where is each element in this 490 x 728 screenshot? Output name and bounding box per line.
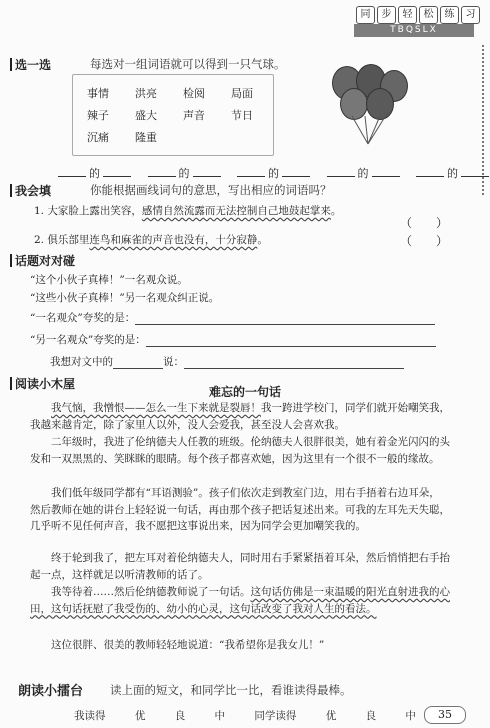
answer-paren-1[interactable]: （ ）	[400, 216, 449, 230]
connector-word: 的	[89, 167, 100, 180]
word-item[interactable]: 声音	[183, 109, 205, 122]
section-select-instruction: 每选对一组词语就可以得到一只气球。	[90, 57, 286, 71]
blank-line[interactable]	[282, 176, 310, 177]
section-reading-title: 阅读小木屋	[10, 375, 75, 392]
word-item[interactable]: 盛大	[135, 109, 157, 122]
header-char: 步	[377, 6, 396, 24]
connector-word: 的	[178, 167, 190, 180]
section-reading-contest-title: 朗读小擂台	[18, 684, 84, 699]
header-char: 习	[461, 6, 480, 24]
blank-line[interactable]	[372, 176, 400, 177]
rating-option[interactable]: 优	[134, 710, 146, 722]
blank-line[interactable]	[461, 176, 489, 177]
rating-row	[74, 708, 442, 723]
header-char: 轻	[398, 6, 417, 24]
connector-word: 的	[357, 167, 369, 180]
q2-text: 2. 俱乐部里	[34, 234, 90, 246]
blank-line[interactable]	[148, 176, 176, 177]
answer-line[interactable]	[113, 368, 163, 369]
header-char: 松	[419, 6, 438, 24]
section-fill-title: 我会填	[10, 182, 51, 199]
peer-rating-label: 同学读得	[254, 710, 297, 722]
word-item[interactable]: 隆重	[135, 131, 157, 144]
connector-word: 的	[447, 167, 458, 180]
story-paragraph: 我们低年级同学都有“耳语测验”。孩子们依次走到教室门边，用右手捂着右边耳朵，然后教师在她的讲台上轻轻说一句话，再由那个孩子把话复述出来。可我的左耳先天失聪，几乎听不见任何声音，我不愿把这事说出来，因为同学会更加嘲笑我的。	[30, 487, 450, 532]
p5-wave: 这句话仿佛是一束温暖的阳光直射进我的心田，这句话抚慰了我受伤的、幼小的心灵，这句话改变了我对人生的看法。	[30, 586, 450, 615]
blank-line[interactable]	[237, 176, 265, 177]
connector-word: 的	[268, 167, 279, 180]
word-item[interactable]: 局面	[231, 87, 253, 100]
header-title	[356, 6, 480, 24]
praise-line-2	[30, 332, 436, 347]
section-reading-contest-instruction: 读上面的短文，和同学比一比，看谁读得最棒。	[110, 683, 352, 697]
page-number: 35	[424, 706, 466, 724]
p1-wave: 我气恼，我憎恨——怎么一生下来就是裂唇！	[51, 402, 261, 414]
say-label: 我想对文中的	[50, 356, 113, 368]
p5-text: 我等待着……然后伦纳德教师说了一句话。	[51, 586, 251, 598]
rating-option[interactable]: 优	[325, 710, 337, 722]
word-item[interactable]: 辣子	[87, 109, 109, 122]
blank-line[interactable]	[327, 176, 355, 177]
section-fill-instruction: 你能根据画线词句的意思，写出相应的词语吗？	[90, 183, 332, 197]
rating-option[interactable]: 中	[214, 710, 226, 722]
blank-phrase-row	[55, 165, 490, 181]
praise-label-2: “另一名观众”夸奖的是：	[30, 334, 146, 346]
answer-line[interactable]	[184, 368, 404, 369]
blank-line[interactable]	[193, 176, 221, 177]
word-item[interactable]: 沉痛	[87, 131, 109, 144]
blank-line[interactable]	[103, 176, 131, 177]
answer-paren-2[interactable]: （ ）	[400, 234, 449, 248]
praise-label-1: “一名观众”夸奖的是：	[30, 312, 136, 324]
blank-line[interactable]	[58, 176, 86, 177]
q2-end: 。	[257, 234, 268, 246]
word-item[interactable]: 洪亮	[135, 87, 157, 100]
story-paragraph	[30, 584, 450, 617]
brand-banner: TBQSLX	[354, 24, 474, 37]
word-box	[72, 74, 274, 156]
dialog-line-1: “这个小伙子真棒！”一名观众说。	[30, 274, 188, 286]
q1-text: 1. 大家脸上露出笑容，	[34, 205, 142, 217]
rating-option[interactable]: 良	[174, 710, 186, 722]
rating-option[interactable]: 中	[405, 710, 416, 722]
header-char: 同	[356, 6, 375, 24]
section-topic-title: 话题对对碰	[10, 252, 75, 269]
word-item[interactable]: 节日	[231, 109, 253, 122]
q1-underlined: 感情自然流露而无法控制自己地鼓起掌来	[141, 205, 331, 217]
story-paragraph: 二年级时，我进了伦纳德夫人任教的班级。伦纳德夫人很胖很美，她有着金光闪闪的头发和一双黑黑的、笑眯眯的眼睛。每个孩子都喜欢她，因为这里有一个很不一般的缘故。	[30, 436, 450, 465]
question-2	[34, 232, 268, 247]
dialog-line-2: “这些小伙子真棒！”另一名观众纠正说。	[30, 292, 220, 304]
story-title: 难忘的一句话	[208, 385, 281, 399]
story-paragraph: 这位很胖、很美的教师轻轻地说道：“我希望你是我女儿！”	[51, 639, 325, 651]
self-rating-label: 我读得	[74, 710, 106, 722]
question-1	[34, 203, 341, 218]
q1-end: 。	[330, 205, 342, 217]
word-item[interactable]: 事情	[87, 87, 109, 100]
section-select-title: 选一选	[10, 56, 51, 73]
answer-line[interactable]	[135, 324, 435, 325]
say-label-2: 说：	[163, 356, 184, 368]
balloon-strings	[340, 110, 400, 150]
q2-underlined: 连鸟和麻雀的声音也没有，十分寂静	[89, 234, 258, 246]
rating-option[interactable]: 良	[365, 710, 377, 722]
blank-line[interactable]	[416, 176, 444, 177]
p1-rest: 我一跨进学校门，同学们就开始嘲笑我，我越来越肯定，除了家里人以外，没人会爱我，甚至没人会喜欢我。	[30, 402, 450, 431]
story-paragraph: 终于轮到我了，把左耳对着伦纳德夫人，同时用右手紧紧捂着耳朵，然后悄悄把右手抬起一点，这样就足以听清教师的话了。	[30, 552, 450, 581]
word-item[interactable]: 检阅	[183, 87, 205, 100]
story-paragraph	[30, 400, 450, 433]
praise-line-1	[30, 310, 435, 325]
header-char: 练	[440, 6, 459, 24]
say-line	[50, 354, 404, 369]
answer-line[interactable]	[146, 346, 436, 347]
